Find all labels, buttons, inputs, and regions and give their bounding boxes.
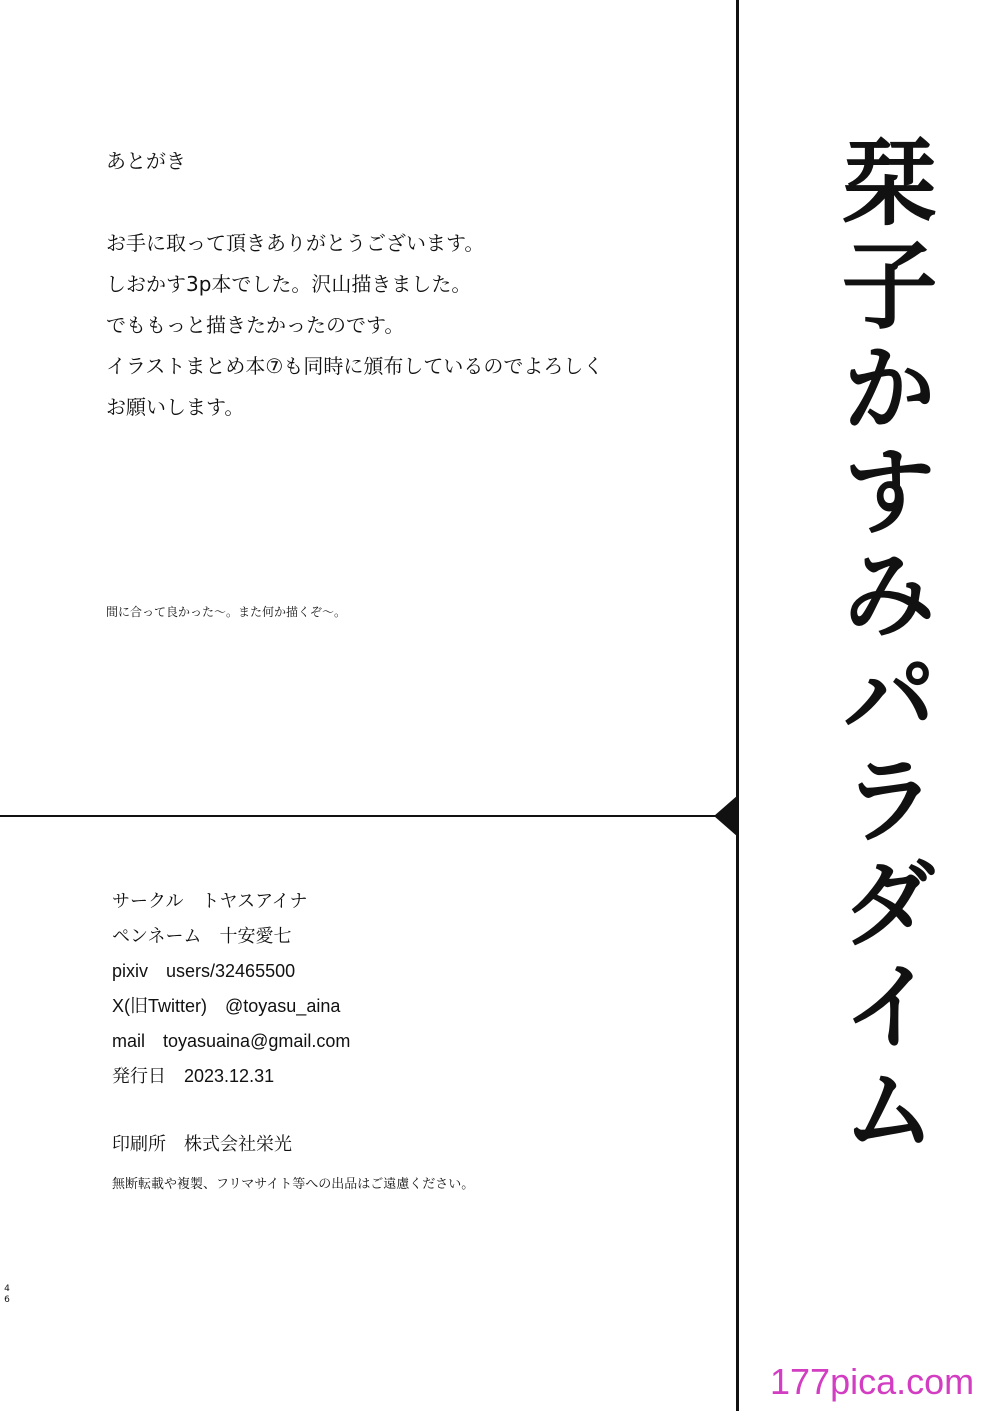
watermark-text: 177pica.com — [770, 1361, 975, 1402]
vertical-divider — [736, 0, 739, 1411]
page-number: 46 — [4, 1284, 10, 1305]
colophon-date: 発行日 2023.12.31 — [112, 1066, 275, 1086]
afterword-line: お手に取って頂きありがとうございます。 — [106, 231, 485, 255]
colophon-circle: サークル トヤスアイナ — [112, 891, 308, 911]
afterword-note: 間に合って良かった～。また何か描くぞ～。 — [106, 605, 347, 619]
afterword-line: イラストまとめ本⑦も同時に頒布しているのでよろしく — [106, 354, 604, 378]
colophon-pixiv: pixiv users/32465500 — [112, 961, 296, 981]
colophon-penname: ペンネーム 十安愛七 — [112, 926, 292, 946]
afterword-heading: あとがき — [106, 149, 186, 173]
colophon-printer: 印刷所 株式会社栄光 — [112, 1134, 292, 1155]
colophon-twitter: X(旧Twitter) @toyasu_aina — [112, 996, 341, 1016]
horizontal-divider — [0, 815, 738, 817]
afterword-line: でももっと描きたかったのです。 — [106, 313, 405, 337]
afterword-body — [106, 228, 603, 433]
afterword-line: お願いします。 — [106, 395, 245, 419]
afterword-line: しおかす3p本でした。沢山描きました。 — [106, 272, 472, 296]
colophon-mail: mail toyasuaina@gmail.com — [112, 1031, 351, 1051]
vertical-title: 栞子かすみパラダイム — [826, 132, 939, 1162]
divider-triangle-marker — [714, 795, 738, 837]
colophon — [112, 888, 350, 1098]
reproduction-notice: 無断転載や複製、フリマサイト等への出品はご遠慮ください。 — [112, 1177, 475, 1192]
